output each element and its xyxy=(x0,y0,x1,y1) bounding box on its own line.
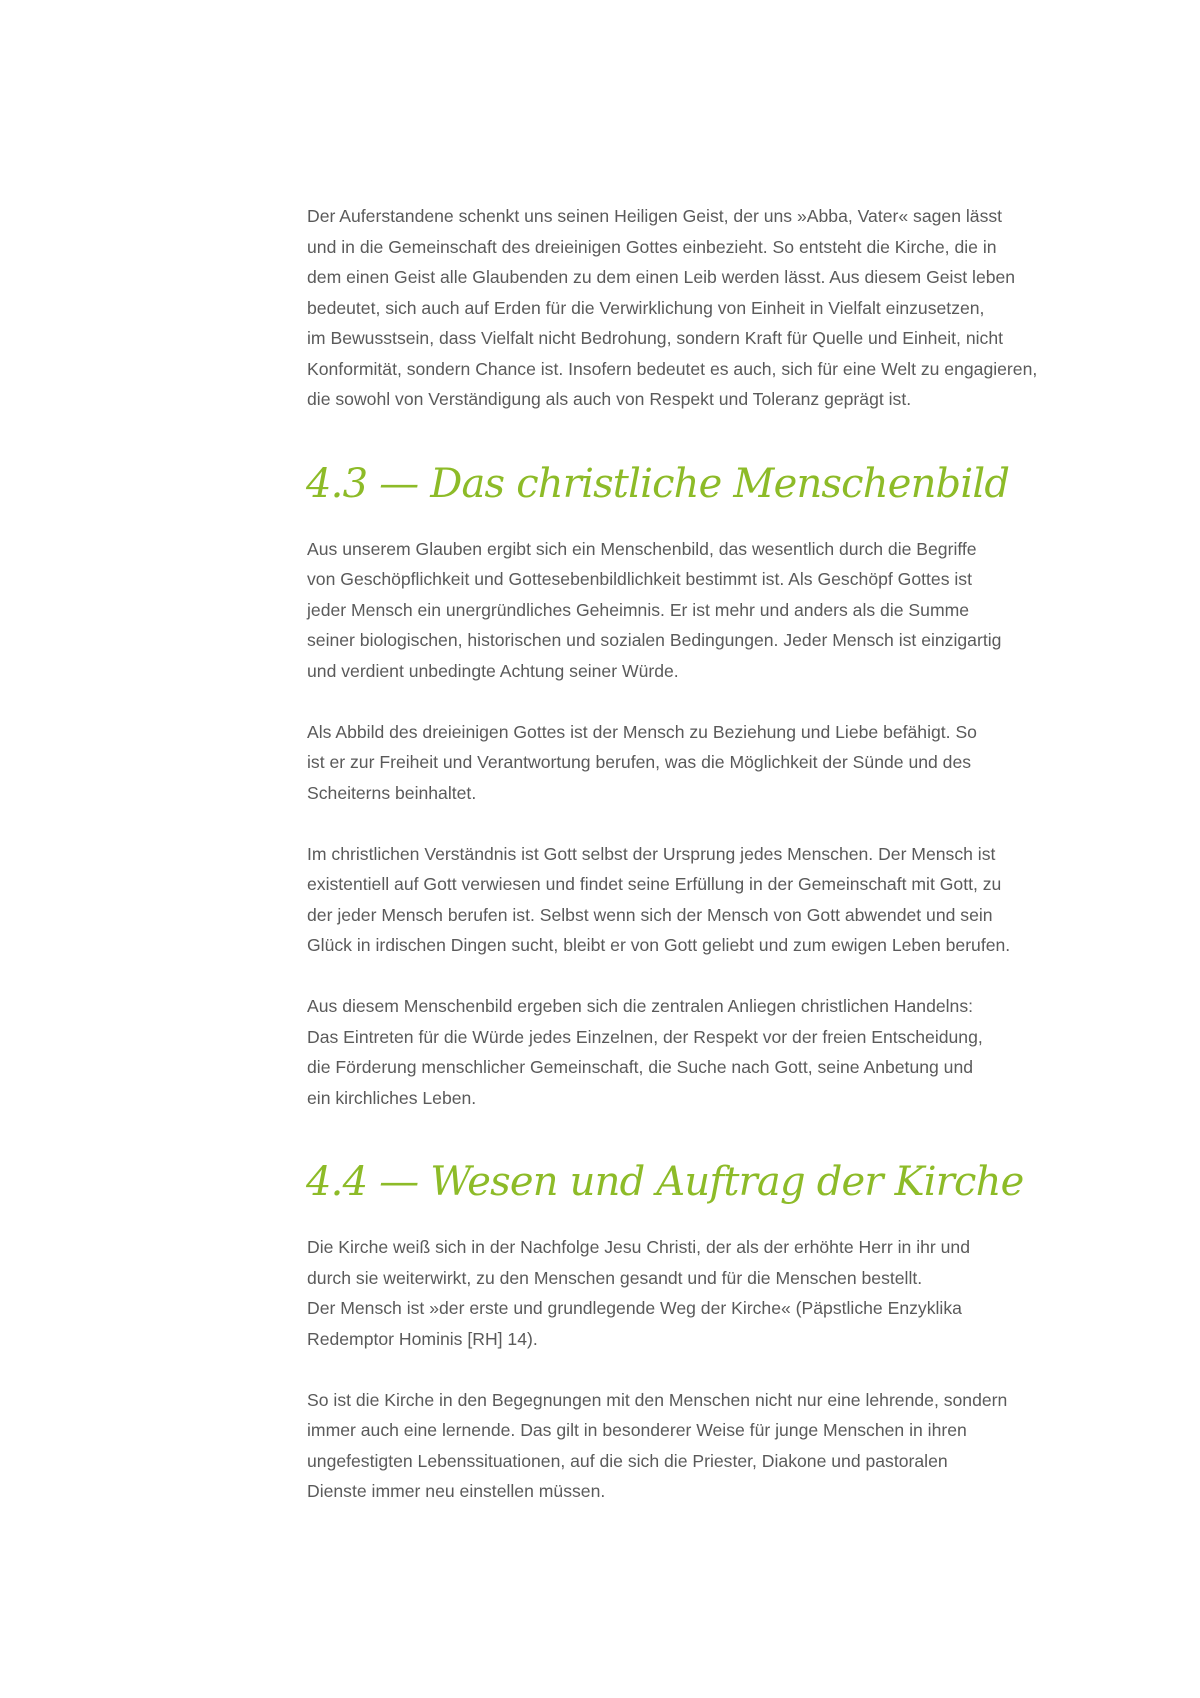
section-4-3-paragraph-2: Als Abbild des dreieinigen Gottes ist der Mensch zu Beziehung und Liebe befähigt. So ist er zur Freiheit und Verantwortung berufen, was die Möglichkeit der Sünde und des Scheiterns beinhaltet. xyxy=(307,721,977,803)
section-4-3-paragraph-1: Aus unserem Glauben ergibt sich ein Menschenbild, das wesentlich durch die Begriffe von Geschöpflichkeit und Gottesebenbildlichkeit bestimmt ist. Als Geschöpf Gottes ist jeder Mensch ein unergründliches Geheimnis. Er ist mehr und anders als die Summe seiner biologischen, historischen und sozialen Bedingungen. Jeder Mensch ist einzigartig und verdient unbedingte Achtung seiner Würde. xyxy=(307,538,1002,681)
section-heading-4-3: 4.3 — Das christliche Menschenbild xyxy=(306,460,1010,507)
section-4-3-paragraph-4: Aus diesem Menschenbild ergeben sich die zentralen Anliegen christlichen Handelns: Das Eintreten für die Würde jedes Einzelnen, der Respekt vor der freien Entscheidung, die Förderung menschlicher Gemeinschaft, die Suche nach Gott, seine Anbetung und ein kirchliches Leben. xyxy=(307,996,983,1108)
intro-paragraph: Der Auferstandene schenkt uns seinen Heiligen Geist, der uns »Abba, Vater« sagen lässt und in die Gemeinschaft des dreieinigen Gottes einbezieht. So entsteht die Kirche, die in dem einen Geist alle Glaubenden zu dem einen Leib werden lässt. Aus diesem Geist leben bedeutet, sich auch auf Erden für die Verwirklichung von Einheit in Vielfalt einzusetzen, im Bewusstsein, dass Vielfalt nicht Bedrohung, sondern Kraft für Quelle und Einheit, nicht Konformität, sondern Chance ist. Insofern bedeutet es auch, sich für eine Welt zu engagieren, die sowohl von Verständigung als auch von Respekt und Toleranz geprägt ist. xyxy=(307,206,1038,409)
section-heading-4-4: 4.4 — Wesen und Auftrag der Kirche xyxy=(306,1159,1024,1205)
section-4-4-paragraph-1: Die Kirche weiß sich in der Nachfolge Jesu Christi, der als der erhöhte Herr in ihr und durch sie weiterwirkt, zu den Menschen gesandt und für die Menschen bestellt. Der Mensch ist »der erste und grundlegende Weg der Kirche« (Päpstliche Enzyklika Redemptor Hominis [RH] 14). xyxy=(307,1237,970,1349)
section-4-4-paragraph-2: So ist die Kirche in den Begegnungen mit den Menschen nicht nur eine lehrende, sondern immer auch eine lernende. Das gilt in besonderer Weise für junge Menschen in ihren ungefestigten Lebenssituationen, auf die sich die Priester, Diakone und pastoralen Dienste immer neu einstellen müssen. xyxy=(307,1389,1008,1501)
section-4-3-paragraph-3: Im christlichen Verständnis ist Gott selbst der Ursprung jedes Menschen. Der Mensch ist existentiell auf Gott verwiesen und findet seine Erfüllung in der Gemeinschaft mit Gott, zu der jeder Mensch berufen ist. Selbst wenn sich der Mensch von Gott abwendet und sein Glück in irdischen Dingen sucht, bleibt er von Gott geliebt und zum ewigen Leben berufen. xyxy=(307,843,1011,955)
document-page xyxy=(307,201,1107,1537)
